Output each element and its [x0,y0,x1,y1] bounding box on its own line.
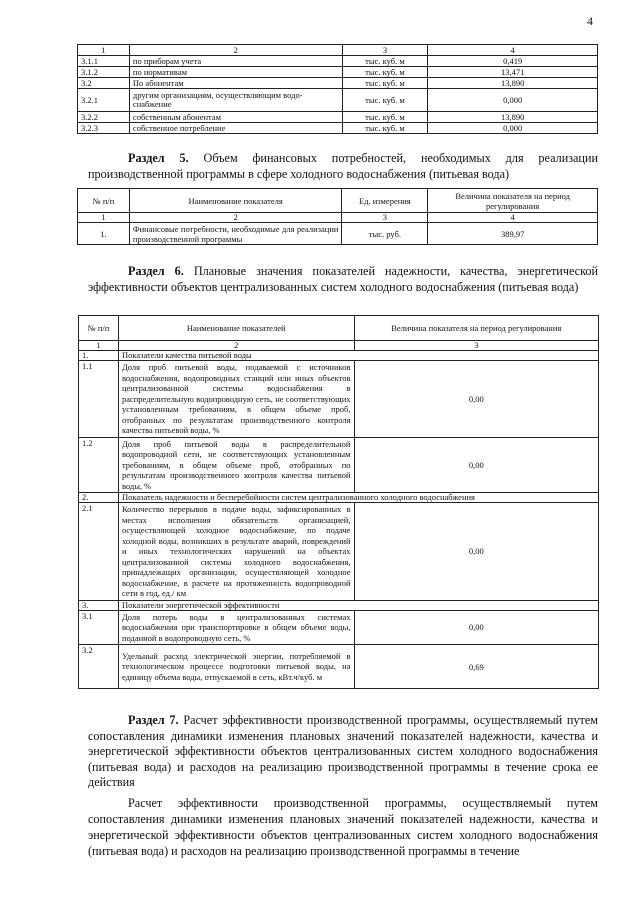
row-value: 13,471 [428,67,598,78]
section6-heading [88,264,598,295]
row-value: 13,890 [428,78,598,89]
row-unit: тыс. куб. м [342,89,428,112]
header-cell: Наименование показателя [129,189,342,213]
header-cell: № п/п [78,189,130,213]
row-text: Доля потерь воды в централизованных системах водоснабжения при транспортировке в общем объеме воды, поданной в водопроводную сеть, % [118,610,354,645]
header-cell: Ед. измерения [342,189,428,213]
header-cell: 4 [428,45,598,56]
row-number: 3.1.1 [78,56,130,67]
header-cell: Величина показателя на период регулирования [428,189,598,213]
row-number: 3.2.1 [78,89,130,112]
number-cell: 1 [79,341,119,351]
section6-title: Плановые значения показателей надежности, качества, энергетической эффективности объектов централизованных систем холодного водоснабжения (питьевая вода) [88,264,598,294]
table-row [78,78,598,89]
row-name: по нормативам [129,67,342,78]
row-value: 0,419 [428,56,598,67]
group-row-energy [79,600,599,610]
section6-label: Раздел 6. [128,264,184,278]
table-header-row [79,316,599,341]
group-row-reliability [79,493,599,503]
section5-label: Раздел 5. [128,151,189,165]
table-row [78,56,598,67]
row-value: 0,00 [354,437,599,493]
row-value: 0,00 [354,361,599,438]
table-row [78,89,598,112]
row-value: 0,00 [354,503,599,601]
number-cell: 2 [118,341,354,351]
row-name: собственное потребление [129,123,342,134]
header-cell: 3 [342,45,428,56]
group-title: Показатель надежности и бесперебойности систем централизованного холодного водоснабжения [118,493,598,503]
row-name: другим организациям, осуществляющим водо-снабжение [129,89,342,112]
group-number: 1. [79,351,119,361]
row-unit: тыс. руб. [342,223,428,245]
number-cell: 4 [428,213,598,223]
row-name: по приборам учета [129,56,342,67]
table-row [79,610,599,645]
table-row [78,67,598,78]
header-cell: № п/п [79,316,119,341]
row-text: Удельный расход электрической энергии, потребляемой в технологическом процессе подготовки питьевой воды, на единицу объема воды, отпускаемой в сеть, кВт.ч/куб. м [118,645,354,689]
number-cell: 3 [354,341,599,351]
row-unit: тыс. куб. м [342,56,428,67]
row-value: 13,890 [428,112,598,123]
row-unit: тыс. куб. м [342,67,428,78]
row-value: 0,69 [354,645,599,689]
table-row [78,223,598,245]
table-financial [77,188,598,245]
row-name: По абонентам [129,78,342,89]
group-title: Показатели качества питьевой воды [118,351,598,361]
page-number: 4 [587,14,593,28]
group-number: 2. [79,493,119,503]
table-row [79,437,599,493]
section7-title: Расчет эффективности производственной программы, осуществляемый путем сопоставления динамики изменения плановых значений показателей надежности, качества и энергетической эффективности объектов централизованных систем холодного водоснабжения (питьевая вода) и расходов на реализацию производственной программы в течение срока ее действия [88,713,598,789]
row-value: 0,000 [428,89,598,112]
row-unit: тыс. куб. м [342,123,428,134]
section5-heading [88,151,598,182]
row-name: собственным абонентам [129,112,342,123]
row-value: 389,97 [428,223,598,245]
group-row-quality [79,351,599,361]
row-number: 2.1 [79,503,119,601]
group-number: 3. [79,600,119,610]
row-unit: тыс. куб. м [342,78,428,89]
table-row [79,361,599,438]
header-cell: Наименование показателей [118,316,354,341]
row-unit: тыс. куб. м [342,112,428,123]
row-text: Доля проб питьевой воды, подаваемой с источников водоснабжения, водопроводных станций или иных объектов централизованной системы водоснабжения в распределительную водопроводную сеть, не соответствующих установленным требованиям, в общем объеме проб, отобранных по результатам производственного контроля качества питьевой воды, % [118,361,354,438]
table-row [79,503,599,601]
table-row [78,112,598,123]
row-number: 3.2.2 [78,112,130,123]
table-indicators [78,315,599,689]
header-cell: 1 [78,45,130,56]
number-cell: 1 [78,213,130,223]
row-value: 0,000 [428,123,598,134]
row-number: 3.2.3 [78,123,130,134]
row-value: 0,00 [354,610,599,645]
number-cell: 2 [129,213,342,223]
section5-title: Объем финансовых потребностей, необходимых для реализации производственной программы в сфере холодного водоснабжения (питьевая вода) [88,151,599,181]
row-number: 1.2 [79,437,119,493]
row-text: Доля проб питьевой воды в распределительной водопроводной сети, не соответствующих установленным требованиям, в общем объеме проб, отобранных по результатам производственного контроля качества питьевой воды, % [118,437,354,493]
table-volume [77,44,598,134]
header-cell: Величина показателя на период регулирования [354,316,599,341]
row-number: 1. [78,223,130,245]
number-cell: 3 [342,213,428,223]
table-number-row [78,213,598,223]
table-row [79,645,599,689]
body-paragraph: Расчет эффективности производственной программы, осуществляемый путем сопоставления динамики изменения плановых значений показателей надежности, качества и энергетической эффективности объектов централизованных систем холодного водоснабжения (питьевая вода) и расходов на реализацию производственной программы в течение [88,796,598,858]
header-cell: 2 [129,45,342,56]
table-row [78,123,598,134]
section7-heading [88,713,598,791]
table-header-row [78,189,598,213]
row-number: 3.2 [79,645,119,689]
group-title: Показатели энергетической эффективности [118,600,598,610]
row-number: 3.1.2 [78,67,130,78]
row-number: 3.2 [78,78,130,89]
row-number: 3.1 [79,610,119,645]
table-header-row [78,45,598,56]
row-name: Финансовые потребности, необходимые для реализации производственной программы [129,223,342,245]
section7-label: Раздел 7. [128,713,179,727]
row-number: 1.1 [79,361,119,438]
row-text: Количество перерывов в подаче воды, зафиксированных в местах исполнения обязательств организацией, осуществляющей холодное водоснабжение, по подаче холодной воды, возникших в результате аварий, повреждений и иных технологических нарушений на объектах централизованной системы холодного водоснабжения, принадлежащих организации, осуществляющей холодное водоснабжение, в расчете на протяженность водопроводной сети в год, ед./ км [118,503,354,601]
table-number-row [79,341,599,351]
